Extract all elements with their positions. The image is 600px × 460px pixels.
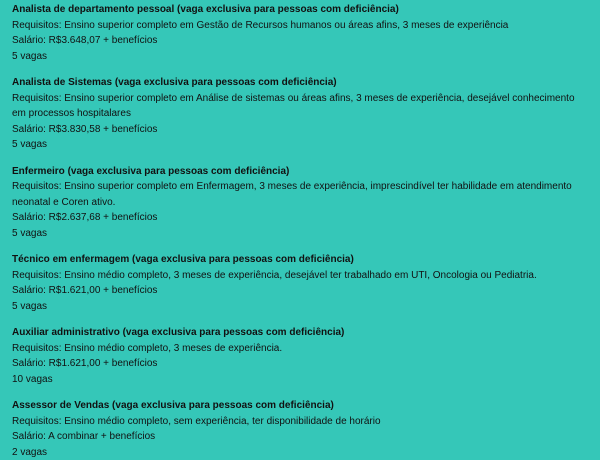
- job-requirements: Requisitos: Ensino superior completo em Gestão de Recursos humanos ou áreas afins, 3 meses de experiência: [12, 18, 588, 34]
- job-requirements: Requisitos: Ensino médio completo, 3 meses de experiência.: [12, 341, 588, 357]
- job-salary: Salário: R$3.830,58 + benefícios: [12, 122, 588, 138]
- job-title: Técnico em enfermagem (vaga exclusiva para pessoas com deficiência): [12, 252, 588, 268]
- job-openings: 5 vagas: [12, 137, 588, 153]
- job-salary: Salário: R$3.648,07 + benefícios: [12, 33, 588, 49]
- job-listing: [12, 398, 588, 460]
- job-openings: 5 vagas: [12, 299, 588, 315]
- job-salary: Salário: R$1.621,00 + benefícios: [12, 283, 588, 299]
- job-title: Analista de Sistemas (vaga exclusiva para pessoas com deficiência): [12, 75, 588, 91]
- job-listing: [12, 325, 588, 387]
- job-openings: 5 vagas: [12, 49, 588, 65]
- job-openings: 10 vagas: [12, 372, 588, 388]
- job-title: Analista de departamento pessoal (vaga exclusiva para pessoas com deficiência): [12, 2, 588, 18]
- job-listing: [12, 164, 588, 242]
- job-listing: [12, 75, 588, 153]
- job-listing: [12, 2, 588, 64]
- job-title: Auxiliar administrativo (vaga exclusiva para pessoas com deficiência): [12, 325, 588, 341]
- job-requirements: Requisitos: Ensino médio completo, sem experiência, ter disponibilidade de horário: [12, 414, 588, 430]
- job-title: Assessor de Vendas (vaga exclusiva para pessoas com deficiência): [12, 398, 588, 414]
- job-requirements: Requisitos: Ensino superior completo em Enfermagem, 3 meses de experiência, imprescindível ter habilidade em atendimento neonatal e Coren ativo.: [12, 179, 588, 210]
- job-openings: 2 vagas: [12, 445, 588, 460]
- job-salary: Salário: R$1.621,00 + benefícios: [12, 356, 588, 372]
- job-salary: Salário: R$2.637,68 + benefícios: [12, 210, 588, 226]
- job-salary: Salário: A combinar + benefícios: [12, 429, 588, 445]
- job-openings: 5 vagas: [12, 226, 588, 242]
- job-requirements: Requisitos: Ensino médio completo, 3 meses de experiência, desejável ter trabalhado em UTI, Oncologia ou Pediatria.: [12, 268, 588, 284]
- job-title: Enfermeiro (vaga exclusiva para pessoas com deficiência): [12, 164, 588, 180]
- job-listing: [12, 252, 588, 314]
- job-requirements: Requisitos: Ensino superior completo em Análise de sistemas ou áreas afins, 3 meses de experiência, desejável conhecimento em processos hospitalares: [12, 91, 588, 122]
